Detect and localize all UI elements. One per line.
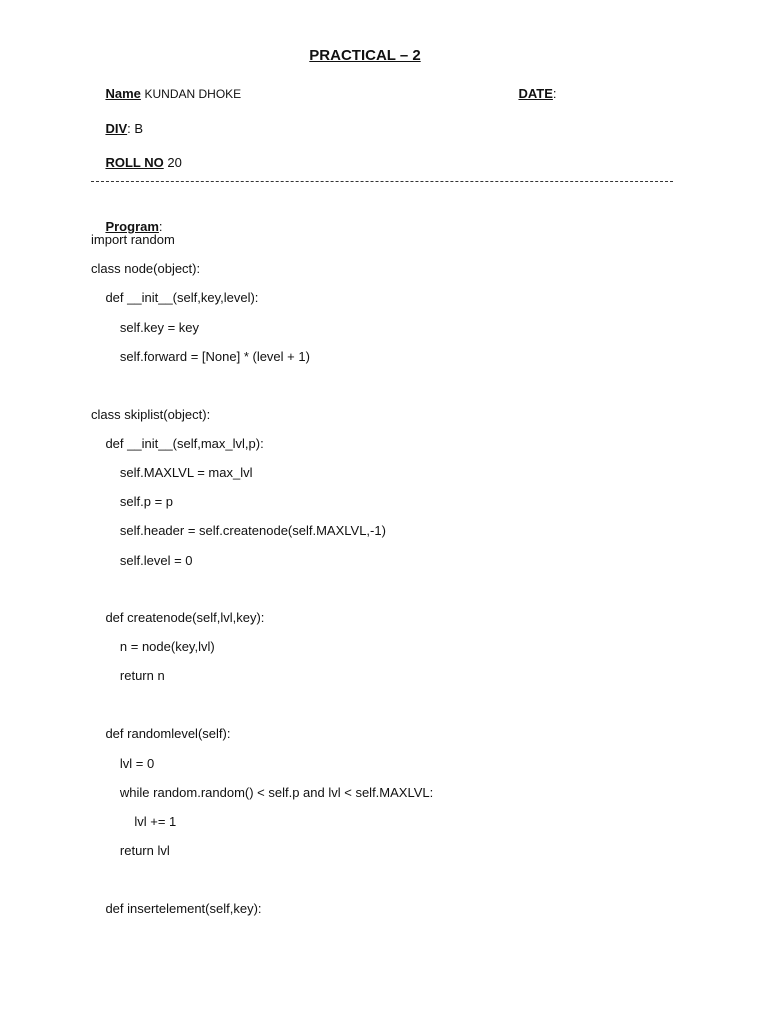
- program-colon: :: [158, 219, 163, 234]
- name-value: KUNDAN DHOKE: [144, 87, 242, 101]
- code-line: def __init__(self,key,level):: [91, 290, 259, 305]
- roll-label: ROLL NO: [105, 155, 164, 170]
- roll-value: 20: [167, 155, 182, 170]
- date-colon: :: [552, 86, 557, 101]
- code-line: class node(object):: [91, 261, 201, 276]
- code-line: self.level = 0: [91, 553, 193, 568]
- code-line: self.p = p: [91, 494, 174, 509]
- date-label: DATE: [518, 86, 553, 101]
- code-line: def insertelement(self,key):: [91, 901, 262, 916]
- code-line: def __init__(self,max_lvl,p):: [91, 436, 264, 451]
- code-line: self.MAXLVL = max_lvl: [91, 465, 253, 480]
- code-line: return n: [91, 668, 165, 683]
- code-line: self.header = self.createnode(self.MAXLVL,-1): [91, 523, 386, 538]
- program-label: Program: [105, 219, 159, 234]
- roll-row: [91, 139, 182, 187]
- code-line: n = node(key,lvl): [91, 639, 215, 654]
- code-line: class skiplist(object):: [91, 407, 211, 422]
- page-title: PRACTICAL – 2: [309, 47, 421, 64]
- code-line: while random.random() < self.p and lvl < self.MAXLVL:: [91, 785, 434, 800]
- div-value: : B: [127, 121, 144, 136]
- code-line: lvl += 1: [91, 814, 177, 829]
- code-line: self.key = key: [91, 320, 200, 335]
- name-label: Name: [105, 86, 141, 101]
- code-line: import random: [91, 232, 175, 247]
- date-field: [504, 70, 557, 118]
- code-line: return lvl: [91, 843, 170, 858]
- code-line: def createnode(self,lvl,key):: [91, 610, 265, 625]
- dashed-divider: [91, 181, 673, 182]
- div-label: DIV: [105, 121, 128, 136]
- code-line: def randomlevel(self):: [91, 726, 231, 741]
- code-line: self.forward = [None] * (level + 1): [91, 349, 310, 364]
- code-line: lvl = 0: [91, 756, 155, 771]
